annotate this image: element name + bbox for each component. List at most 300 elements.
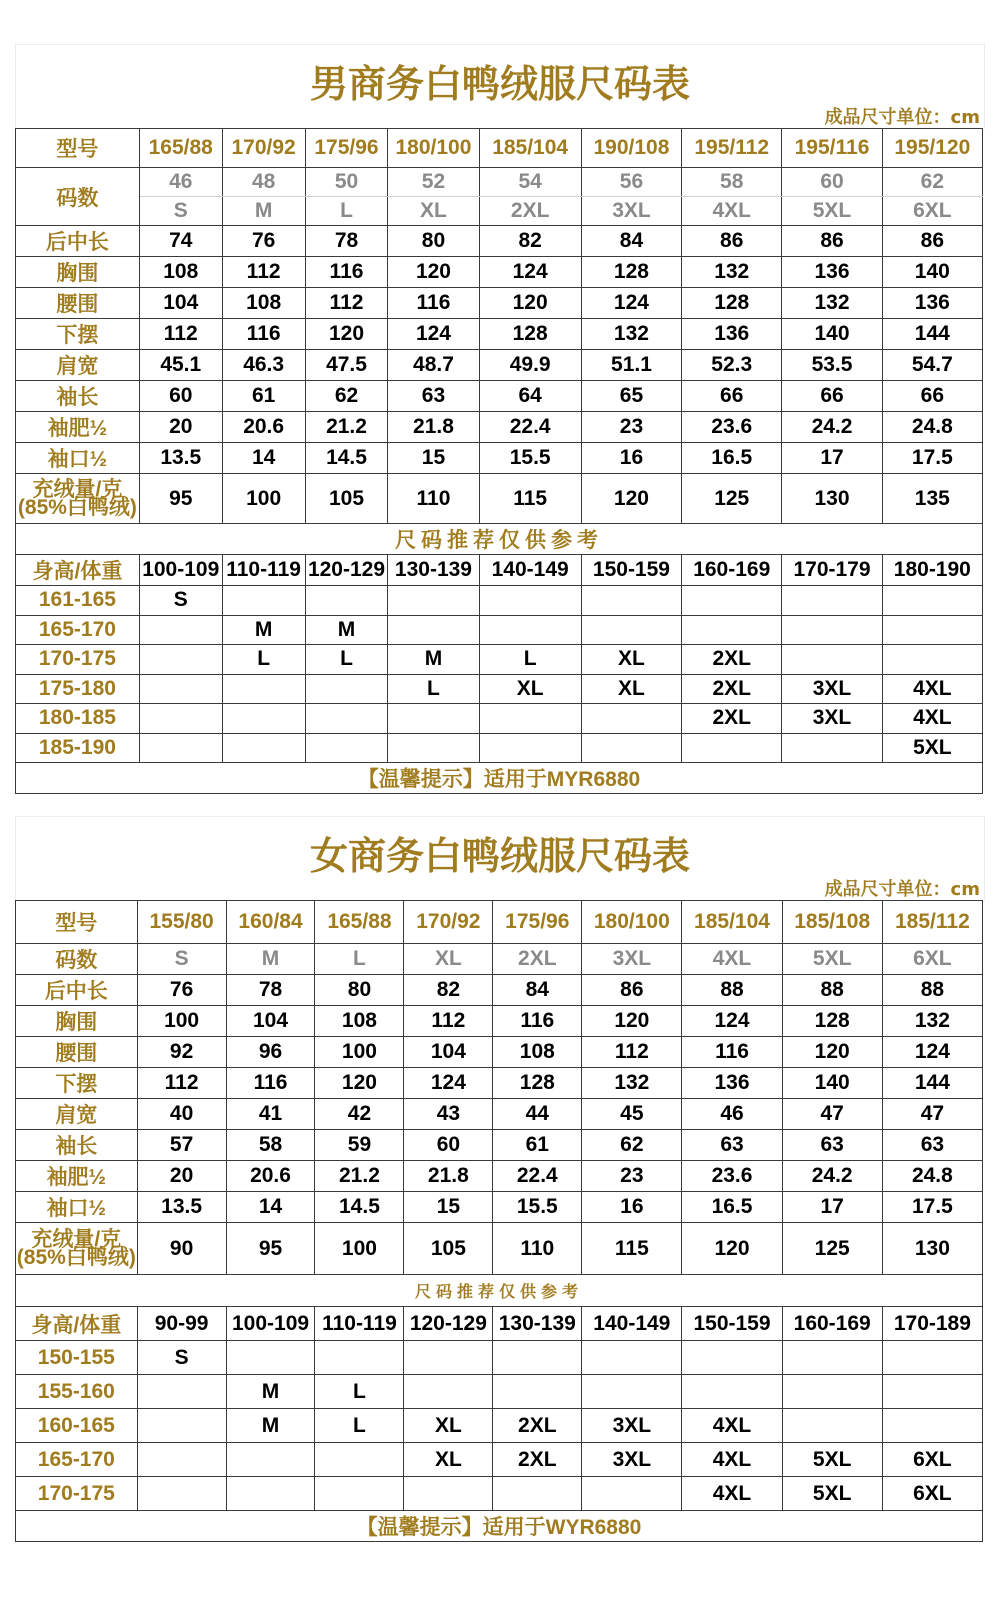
measurement-label: 袖肥½ [16,412,140,443]
women-unit-note: 成品尺寸单位：cm [824,879,980,900]
recommended-size-cell: 2XL [493,1443,582,1477]
measurement-cell: 41 [226,1099,315,1130]
recommended-size-cell [682,733,782,763]
measurement-row [16,1037,983,1068]
model-cell: 195/112 [682,129,782,168]
measurement-cell: 47 [882,1099,982,1130]
recommended-size-cell [581,733,681,763]
recommended-size-cell: XL [404,1409,493,1443]
fill-sub-text: (85%白鸭绒) [17,495,137,519]
letter-size-cell: XL [404,944,493,975]
measurement-cell: 132 [782,288,882,319]
eu-size-cell: 62 [882,168,982,197]
recommend-row [16,704,983,734]
measurement-cell: 108 [315,1006,404,1037]
recommended-size-cell [139,704,222,734]
fill-row [16,474,983,524]
measurement-cell: 136 [882,288,982,319]
measurement-cell: 63 [882,1130,982,1161]
model-row [16,901,983,944]
recommended-size-cell [682,586,782,616]
measurement-cell: 49.9 [479,350,581,381]
measurement-cell: 96 [226,1037,315,1068]
measurement-cell: 124 [479,257,581,288]
weight-range-cell: 150-159 [682,1307,782,1341]
eu-size-cell: 54 [479,168,581,197]
recommended-size-cell [305,586,388,616]
measurement-cell: 16 [582,1192,682,1223]
recommended-size-cell: XL [479,674,581,704]
measurement-cell: 100 [315,1037,404,1068]
measurement-cell: 66 [882,381,982,412]
weight-range-cell: 170-189 [882,1307,982,1341]
measurement-row [16,1130,983,1161]
measurement-cell: 14 [222,443,305,474]
recommended-size-cell [139,615,222,645]
recommended-size-cell [882,1409,982,1443]
height-range-cell: 180-185 [16,704,140,734]
recommended-size-cell [581,704,681,734]
recommended-size-cell: L [315,1375,404,1409]
recommended-size-cell [582,1375,682,1409]
recommended-size-cell: 6XL [882,1477,982,1511]
recommended-size-cell [479,704,581,734]
measurement-cell: 20.6 [226,1161,315,1192]
measurement-cell: 128 [493,1068,582,1099]
letter-size-cell: S [137,944,226,975]
recommended-size-cell [137,1375,226,1409]
measurement-label: 下摆 [16,1068,138,1099]
measurement-cell: 80 [315,975,404,1006]
recommended-size-cell: 2XL [682,704,782,734]
fill-cell: 125 [782,1223,882,1275]
eu-size-cell: 50 [305,168,388,197]
recommend-row [16,674,983,704]
recommended-size-cell: M [305,615,388,645]
fill-cell: 135 [882,474,982,524]
recommend-row [16,615,983,645]
measurement-cell: 140 [782,1068,882,1099]
measurement-cell: 120 [582,1006,682,1037]
weight-range-cell: 100-109 [226,1307,315,1341]
measurement-cell: 86 [582,975,682,1006]
letter-size-cell: 6XL [882,197,982,226]
weight-range-cell: 130-139 [493,1307,582,1341]
measurement-cell: 20 [137,1161,226,1192]
measurement-cell: 116 [388,288,479,319]
fill-cell: 120 [682,1223,782,1275]
recommended-size-cell [222,586,305,616]
men-unit-note: 成品尺寸单位：cm [824,107,980,128]
measurement-cell: 21.8 [404,1161,493,1192]
recommended-size-cell: S [139,586,222,616]
measurement-cell: 24.8 [882,1161,982,1192]
model-cell: 170/92 [404,901,493,944]
measurement-cell: 136 [682,319,782,350]
recommended-size-cell: L [222,645,305,675]
measurement-cell: 61 [222,381,305,412]
measurement-label: 袖口½ [16,443,140,474]
measurement-cell: 116 [222,319,305,350]
recommended-size-cell [388,704,479,734]
model-label: 型号 [16,901,138,944]
recommended-size-cell [682,1375,782,1409]
letter-size-cell: 5XL [782,944,882,975]
recommended-size-cell: 2XL [493,1409,582,1443]
recommend-banner-row [16,1275,983,1307]
recommended-size-cell [782,615,882,645]
fill-cell: 125 [682,474,782,524]
measurement-cell: 62 [582,1130,682,1161]
measurement-cell: 51.1 [581,350,681,381]
weight-header-row [16,1307,983,1341]
letter-size-cell: 2XL [493,944,582,975]
letter-size-cell: 6XL [882,944,982,975]
measurement-cell: 52.3 [682,350,782,381]
measurement-cell: 24.2 [782,1161,882,1192]
measurement-label: 腰围 [16,1037,138,1068]
measurement-cell: 88 [882,975,982,1006]
measurement-cell: 136 [782,257,882,288]
measurement-cell: 78 [305,226,388,257]
measurement-row [16,412,983,443]
measurement-cell: 22.4 [493,1161,582,1192]
measurement-cell: 17 [782,1192,882,1223]
recommended-size-cell [882,1341,982,1375]
recommended-size-cell [139,645,222,675]
recommended-size-cell: 3XL [582,1443,682,1477]
recommended-size-cell [782,1375,882,1409]
recommended-size-cell [782,733,882,763]
recommended-size-cell [479,586,581,616]
recommended-size-cell [226,1443,315,1477]
measurement-cell: 63 [682,1130,782,1161]
fill-cell: 95 [226,1223,315,1275]
men-title: 男商务白鸭绒服尺码表 [309,62,690,106]
measurement-cell: 124 [882,1037,982,1068]
women-size-table [15,900,983,1542]
model-cell: 195/120 [882,129,982,168]
model-cell: 185/108 [782,901,882,944]
measurement-cell: 128 [479,319,581,350]
fill-cell: 105 [404,1223,493,1275]
weight-range-cell: 160-169 [682,555,782,586]
fill-cell: 95 [139,474,222,524]
fill-cell: 120 [581,474,681,524]
recommended-size-cell [882,586,982,616]
letter-size-cell: 2XL [479,197,581,226]
measurement-cell: 124 [682,1006,782,1037]
height-weight-label: 身高/体重 [16,1307,138,1341]
letter-size-row [16,197,983,226]
recommended-size-cell [493,1375,582,1409]
measurement-cell: 116 [493,1006,582,1037]
height-range-cell: 170-175 [16,1477,138,1511]
measurement-cell: 46.3 [222,350,305,381]
women-title-bar [15,816,985,901]
measurement-cell: 23 [582,1161,682,1192]
fill-cell: 130 [882,1223,982,1275]
letter-size-cell: L [315,944,404,975]
recommended-size-cell: M [388,645,479,675]
measurement-cell: 42 [315,1099,404,1130]
recommended-size-cell [226,1477,315,1511]
letter-size-cell: 4XL [682,197,782,226]
letter-size-cell: S [139,197,222,226]
fill-label-text: 充绒量/克 [32,477,123,501]
recommend-row [16,1477,983,1511]
weight-range-cell: 110-119 [315,1307,404,1341]
measurement-cell: 62 [305,381,388,412]
tip-row [16,763,983,794]
recommended-size-cell [882,645,982,675]
measurement-cell: 140 [882,257,982,288]
letter-size-cell: M [222,197,305,226]
height-weight-label: 身高/体重 [16,555,140,586]
recommended-size-cell [581,586,681,616]
recommended-size-cell [404,1477,493,1511]
measurement-label: 袖长 [16,381,140,412]
recommended-size-cell [226,1341,315,1375]
height-range-cell: 185-190 [16,733,140,763]
measurement-label: 袖肥½ [16,1161,138,1192]
measurement-cell: 82 [479,226,581,257]
measurement-cell: 88 [682,975,782,1006]
measurement-cell: 84 [581,226,681,257]
measurement-cell: 61 [493,1130,582,1161]
eu-size-cell: 56 [581,168,681,197]
size-row [16,944,983,975]
measurement-cell: 14.5 [315,1192,404,1223]
recommended-size-cell: 6XL [882,1443,982,1477]
fill-row [16,1223,983,1275]
measurement-cell: 132 [682,257,782,288]
eu-size-cell: 46 [139,168,222,197]
measurement-cell: 120 [305,319,388,350]
recommended-size-cell [404,1375,493,1409]
measurement-cell: 23 [581,412,681,443]
recommended-size-cell: XL [581,674,681,704]
measurement-cell: 128 [581,257,681,288]
fill-cell: 130 [782,474,882,524]
recommended-size-cell: L [479,645,581,675]
measurement-cell: 66 [782,381,882,412]
measurement-cell: 15 [404,1192,493,1223]
measurement-row [16,1099,983,1130]
women-title: 女商务白鸭绒服尺码表 [309,834,690,878]
measurement-cell: 60 [404,1130,493,1161]
weight-range-cell: 100-109 [139,555,222,586]
measurement-cell: 144 [882,1068,982,1099]
letter-size-cell: 3XL [582,944,682,975]
recommended-size-cell: S [137,1341,226,1375]
recommended-size-cell: 3XL [782,674,882,704]
measurement-cell: 112 [139,319,222,350]
recommended-size-cell [137,1443,226,1477]
measurement-cell: 17 [782,443,882,474]
model-label: 型号 [16,129,140,168]
measurement-cell: 21.2 [305,412,388,443]
measurement-cell: 128 [682,288,782,319]
recommended-size-cell [139,733,222,763]
measurement-label: 后中长 [16,975,138,1006]
height-range-cell: 175-180 [16,674,140,704]
recommended-size-cell: L [305,645,388,675]
measurement-cell: 15.5 [493,1192,582,1223]
model-cell: 185/112 [882,901,982,944]
model-cell: 195/116 [782,129,882,168]
measurement-cell: 124 [404,1068,493,1099]
weight-range-cell: 140-149 [582,1307,682,1341]
recommended-size-cell: 5XL [782,1443,882,1477]
measurement-cell: 58 [226,1130,315,1161]
measurement-cell: 144 [882,319,982,350]
measurement-cell: 124 [581,288,681,319]
recommended-size-cell: M [226,1375,315,1409]
recommended-size-cell: 5XL [782,1477,882,1511]
measurement-cell: 78 [226,975,315,1006]
measurement-cell: 82 [404,975,493,1006]
recommended-size-cell: 4XL [682,1477,782,1511]
measurement-label: 肩宽 [16,350,140,381]
height-range-cell: 165-170 [16,1443,138,1477]
measurement-cell: 64 [479,381,581,412]
measurement-row [16,350,983,381]
measurement-cell: 112 [137,1068,226,1099]
recommend-row [16,1341,983,1375]
measurement-cell: 65 [581,381,681,412]
height-range-cell: 170-175 [16,645,140,675]
recommended-size-cell [493,1477,582,1511]
measurement-cell: 17.5 [882,443,982,474]
measurement-row [16,1192,983,1223]
recommended-size-cell: 4XL [682,1409,782,1443]
measurement-cell: 112 [222,257,305,288]
measurement-label: 胸围 [16,257,140,288]
size-label: 码数 [16,168,140,226]
recommended-size-cell: 3XL [782,704,882,734]
recommended-size-cell [582,1477,682,1511]
recommend-row [16,586,983,616]
measurement-row [16,443,983,474]
measurement-cell: 108 [139,257,222,288]
fill-cell: 115 [479,474,581,524]
recommended-size-cell: M [226,1409,315,1443]
measurement-cell: 20.6 [222,412,305,443]
model-cell: 175/96 [493,901,582,944]
model-row [16,129,983,168]
measurement-cell: 60 [139,381,222,412]
measurement-cell: 48.7 [388,350,479,381]
recommend-row [16,1375,983,1409]
measurement-cell: 14 [226,1192,315,1223]
fill-label-text: 充绒量/克 [31,1227,122,1251]
measurement-row [16,1006,983,1037]
recommended-size-cell [222,704,305,734]
men-title-bar [15,44,985,129]
model-cell: 165/88 [315,901,404,944]
recommended-size-cell [137,1477,226,1511]
fill-cell: 100 [315,1223,404,1275]
recommended-size-cell: 2XL [682,645,782,675]
measurement-cell: 63 [388,381,479,412]
measurement-cell: 44 [493,1099,582,1130]
measurement-cell: 132 [582,1068,682,1099]
recommended-size-cell [388,586,479,616]
recommended-size-cell [388,733,479,763]
model-cell: 185/104 [682,901,782,944]
fill-label [16,1223,138,1275]
recommend-banner: 尺码推荐仅供参考 [16,1275,983,1307]
height-range-cell: 150-155 [16,1341,138,1375]
measurement-row [16,1068,983,1099]
recommended-size-cell: 3XL [582,1409,682,1443]
weight-range-cell: 170-179 [782,555,882,586]
recommend-banner: 尺码推荐仅供参考 [16,524,983,555]
measurement-label: 后中长 [16,226,140,257]
measurement-cell: 16.5 [682,1192,782,1223]
model-cell: 180/100 [582,901,682,944]
measurement-cell: 15 [388,443,479,474]
measurement-cell: 120 [479,288,581,319]
weight-range-cell: 90-99 [137,1307,226,1341]
fill-cell: 115 [582,1223,682,1275]
measurement-cell: 100 [137,1006,226,1037]
recommend-row [16,1443,983,1477]
weight-range-cell: 110-119 [222,555,305,586]
recommended-size-cell [682,615,782,645]
weight-range-cell: 130-139 [388,555,479,586]
measurement-label: 肩宽 [16,1099,138,1130]
recommended-size-cell [782,645,882,675]
weight-range-cell: 160-169 [782,1307,882,1341]
weight-range-cell: 180-190 [882,555,982,586]
measurement-cell: 43 [404,1099,493,1130]
measurement-cell: 116 [226,1068,315,1099]
measurement-cell: 120 [315,1068,404,1099]
letter-size-cell: 5XL [782,197,882,226]
recommended-size-cell: 4XL [882,674,982,704]
measurement-cell: 57 [137,1130,226,1161]
measurement-cell: 47 [782,1099,882,1130]
measurement-cell: 120 [388,257,479,288]
model-cell: 170/92 [222,129,305,168]
measurement-cell: 140 [782,319,882,350]
fill-cell: 100 [222,474,305,524]
recommend-row [16,645,983,675]
fill-cell: 105 [305,474,388,524]
recommended-size-cell: 5XL [882,733,982,763]
measurement-cell: 46 [682,1099,782,1130]
recommend-row [16,733,983,763]
measurement-cell: 74 [139,226,222,257]
men-size-table [15,128,983,794]
tip-note: 【温馨提示】适用于WYR6880 [16,1511,983,1542]
measurement-cell: 84 [493,975,582,1006]
measurement-cell: 23.6 [682,412,782,443]
measurement-cell: 112 [582,1037,682,1068]
measurement-label: 胸围 [16,1006,138,1037]
recommend-banner-row [16,524,983,555]
tip-note: 【温馨提示】适用于MYR6880 [16,763,983,794]
fill-sub-text: (85%白鸭绒) [16,1245,136,1269]
measurement-cell: 116 [305,257,388,288]
measurement-cell: 22.4 [479,412,581,443]
measurement-label: 下摆 [16,319,140,350]
recommended-size-cell [479,733,581,763]
weight-range-cell: 140-149 [479,555,581,586]
measurement-cell: 86 [682,226,782,257]
